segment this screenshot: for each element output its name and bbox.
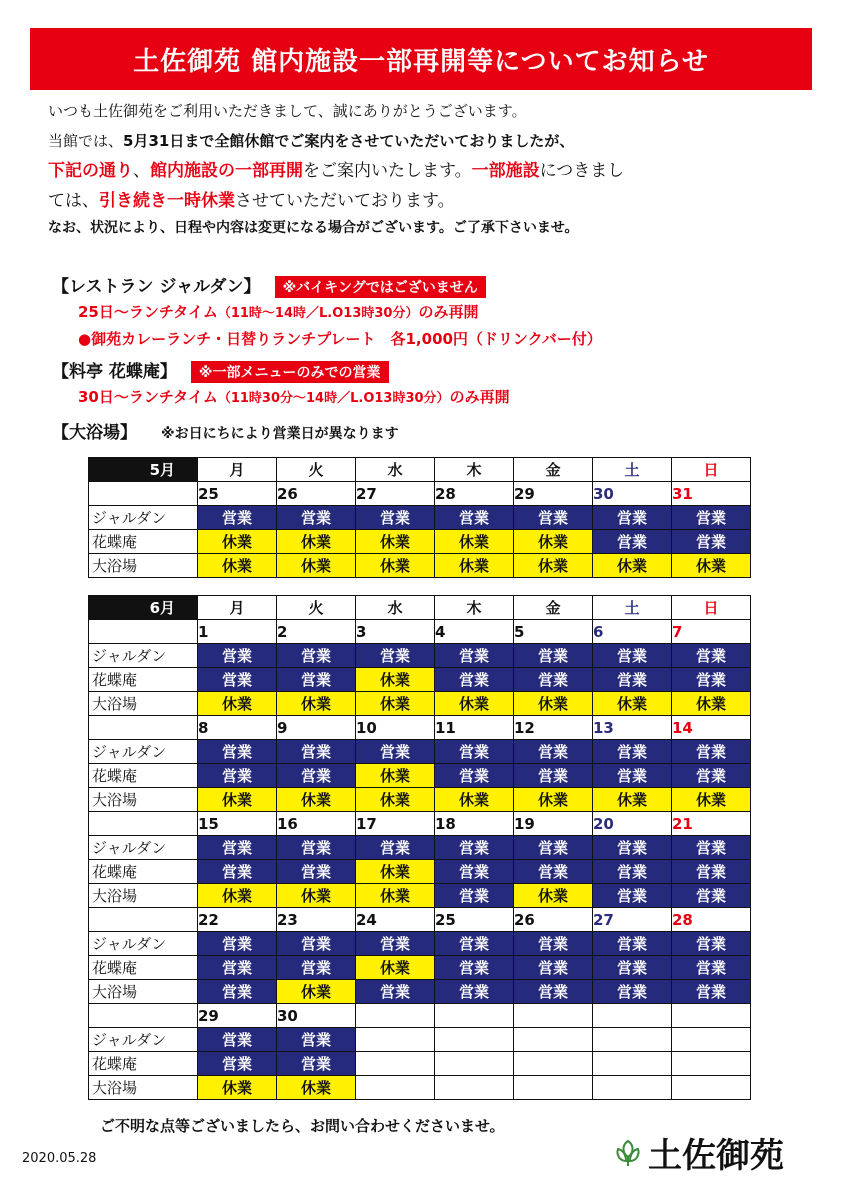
date-cell: 24 (356, 908, 435, 932)
status-closed: 休業 (514, 692, 593, 716)
status-open: 営業 (514, 668, 593, 692)
date-cell: 21 (672, 812, 751, 836)
status-open: 営業 (514, 860, 593, 884)
contact-note: ご不明な点等ございましたら、お問い合わせくださいませ。 (100, 1117, 505, 1135)
empty-cell (514, 1028, 593, 1052)
status-open: 営業 (277, 1052, 356, 1076)
status-open: 営業 (277, 506, 356, 530)
status-open: 営業 (277, 764, 356, 788)
date-cell: 6 (593, 620, 672, 644)
status-open: 営業 (435, 980, 514, 1004)
status-open: 営業 (198, 860, 277, 884)
status-open: 営業 (593, 668, 672, 692)
weekday-header: 金 (514, 596, 593, 620)
status-open: 営業 (593, 740, 672, 764)
status-open: 営業 (435, 884, 514, 908)
date-cell: 1 (198, 620, 277, 644)
status-closed: 休業 (277, 554, 356, 578)
status-open: 営業 (593, 884, 672, 908)
status-closed: 休業 (593, 692, 672, 716)
status-closed: 休業 (198, 554, 277, 578)
intro-l4c: させていただいております。 (235, 191, 455, 211)
status-closed: 休業 (356, 788, 435, 812)
date-cell: 12 (514, 716, 593, 740)
ryotei-title: 【料亭 花蝶庵】 (52, 362, 177, 382)
date-cell (593, 1004, 672, 1028)
date-cell: 25 (198, 482, 277, 506)
status-open: 営業 (435, 668, 514, 692)
status-closed: 休業 (198, 530, 277, 554)
status-closed: 休業 (435, 530, 514, 554)
date-cell: 15 (198, 812, 277, 836)
intro-l3a: 下記の通り (48, 161, 133, 181)
bath-section (52, 418, 812, 443)
status-closed: 休業 (198, 884, 277, 908)
empty-cell (435, 1028, 514, 1052)
date-cell: 8 (198, 716, 277, 740)
facility-label: 花蝶庵 (89, 668, 198, 692)
status-open: 営業 (198, 668, 277, 692)
status-open: 営業 (435, 644, 514, 668)
facility-label: ジャルダン (89, 1028, 198, 1052)
status-closed: 休業 (277, 884, 356, 908)
status-open: 営業 (356, 644, 435, 668)
status-open: 営業 (514, 506, 593, 530)
status-open: 営業 (672, 668, 751, 692)
date-row (89, 620, 751, 644)
status-open: 営業 (593, 836, 672, 860)
date-cell: 5 (514, 620, 593, 644)
calendar-header-row (89, 596, 751, 620)
ryotei-heading (52, 357, 812, 383)
month-label: 5月 (89, 458, 198, 482)
status-open: 営業 (277, 860, 356, 884)
date-cell: 26 (514, 908, 593, 932)
intro-line-2 (48, 126, 808, 156)
status-closed: 休業 (672, 554, 751, 578)
status-open: 営業 (672, 956, 751, 980)
facility-label: 大浴場 (89, 788, 198, 812)
restaurant-section (52, 272, 812, 349)
facility-row (89, 788, 751, 812)
weekday-header: 日 (672, 458, 751, 482)
restaurant-menu: ●御苑カレーランチ・日替りランチプレート 各1,000円（ドリンクバー付） (78, 330, 602, 348)
status-closed: 休業 (277, 980, 356, 1004)
page-title-banner: 土佐御苑 館内施設一部再開等についてお知らせ (30, 28, 812, 90)
status-open: 営業 (198, 764, 277, 788)
status-open: 営業 (672, 836, 751, 860)
facility-row (89, 764, 751, 788)
facility-row (89, 1076, 751, 1100)
status-closed: 休業 (435, 692, 514, 716)
facility-row (89, 644, 751, 668)
intro-line-4 (48, 186, 808, 216)
status-closed: 休業 (672, 692, 751, 716)
date-cell: 23 (277, 908, 356, 932)
month-label: 6月 (89, 596, 198, 620)
intro-line-2b: 5月31日まで全館休館でご案内をさせていただいておりましたが、 (123, 132, 575, 150)
status-open: 営業 (672, 764, 751, 788)
date-row-blank (89, 716, 198, 740)
status-closed: 休業 (356, 884, 435, 908)
status-open: 営業 (672, 932, 751, 956)
date-cell: 27 (593, 908, 672, 932)
status-closed: 休業 (356, 530, 435, 554)
date-cell: 10 (356, 716, 435, 740)
restaurant-hours-a: 25日～ランチタイム (78, 303, 218, 321)
date-cell: 29 (198, 1004, 277, 1028)
logo-text: 土佐御苑 (648, 1136, 784, 1176)
status-closed: 休業 (514, 530, 593, 554)
date-row (89, 482, 751, 506)
status-closed: 休業 (514, 788, 593, 812)
status-open: 営業 (277, 956, 356, 980)
facility-label: ジャルダン (89, 740, 198, 764)
facility-label: 大浴場 (89, 1076, 198, 1100)
status-open: 営業 (356, 980, 435, 1004)
status-open: 営業 (198, 956, 277, 980)
facility-row (89, 740, 751, 764)
date-cell: 16 (277, 812, 356, 836)
status-open: 営業 (198, 506, 277, 530)
status-open: 営業 (593, 980, 672, 1004)
status-open: 営業 (435, 836, 514, 860)
facility-row (89, 668, 751, 692)
status-closed: 休業 (356, 860, 435, 884)
facility-row (89, 692, 751, 716)
restaurant-hours (78, 301, 812, 322)
status-closed: 休業 (514, 554, 593, 578)
bath-note: ※お日にちにより営業日が異なります (161, 426, 399, 442)
date-row (89, 812, 751, 836)
status-open: 営業 (435, 506, 514, 530)
date-cell (435, 1004, 514, 1028)
status-open: 営業 (672, 884, 751, 908)
restaurant-tag: ※バイキングではございません (275, 276, 486, 298)
date-row (89, 1004, 751, 1028)
restaurant-hours-b: （11時～14時／L.O13時30分） (217, 306, 419, 321)
facility-label: ジャルダン (89, 506, 198, 530)
status-closed: 休業 (356, 668, 435, 692)
status-closed: 休業 (198, 1076, 277, 1100)
date-row-blank (89, 812, 198, 836)
empty-cell (672, 1028, 751, 1052)
status-closed: 休業 (672, 788, 751, 812)
status-open: 営業 (435, 740, 514, 764)
empty-cell (356, 1052, 435, 1076)
facility-row (89, 1052, 751, 1076)
date-cell: 14 (672, 716, 751, 740)
facility-row (89, 980, 751, 1004)
date-row-blank (89, 908, 198, 932)
facility-row (89, 884, 751, 908)
intro-text (48, 96, 808, 240)
status-closed: 休業 (356, 956, 435, 980)
status-closed: 休業 (277, 1076, 356, 1100)
empty-cell (593, 1028, 672, 1052)
logo (612, 1128, 784, 1177)
restaurant-heading (52, 272, 812, 298)
empty-cell (514, 1052, 593, 1076)
status-open: 営業 (277, 668, 356, 692)
date-row (89, 716, 751, 740)
date-cell (672, 1004, 751, 1028)
facility-label: ジャルダン (89, 836, 198, 860)
facility-label: 花蝶庵 (89, 530, 198, 554)
empty-cell (593, 1076, 672, 1100)
weekday-header: 水 (356, 458, 435, 482)
date-cell (356, 1004, 435, 1028)
weekday-header: 土 (593, 458, 672, 482)
facility-label: 花蝶庵 (89, 860, 198, 884)
status-open: 営業 (198, 644, 277, 668)
weekday-header: 日 (672, 596, 751, 620)
empty-cell (672, 1076, 751, 1100)
status-open: 営業 (198, 1028, 277, 1052)
status-open: 営業 (593, 860, 672, 884)
ryotei-hours (78, 386, 812, 407)
facility-label: 大浴場 (89, 884, 198, 908)
status-open: 営業 (435, 860, 514, 884)
facility-label: 花蝶庵 (89, 1052, 198, 1076)
status-closed: 休業 (593, 554, 672, 578)
date-cell: 2 (277, 620, 356, 644)
facility-label: ジャルダン (89, 644, 198, 668)
intro-line-5: なお、状況により、日程や内容は変更になる場合がございます。ご了承下さいませ。 (48, 220, 579, 236)
facility-label: ジャルダン (89, 932, 198, 956)
date-cell: 28 (672, 908, 751, 932)
status-open: 営業 (593, 644, 672, 668)
status-open: 営業 (593, 932, 672, 956)
intro-l3c: 館内施設の一部再開 (150, 161, 303, 181)
date-cell: 31 (672, 482, 751, 506)
intro-l4b: 引き続き一時休業 (99, 191, 235, 211)
weekday-header: 月 (198, 596, 277, 620)
date-cell: 22 (198, 908, 277, 932)
calendar-header-row (89, 458, 751, 482)
date-cell: 3 (356, 620, 435, 644)
leaf-logo-icon (612, 1137, 644, 1169)
status-closed: 休業 (356, 554, 435, 578)
date-cell: 30 (277, 1004, 356, 1028)
issue-date: 2020.05.28 (22, 1151, 97, 1166)
intro-line-3 (48, 156, 808, 186)
status-open: 営業 (672, 644, 751, 668)
facility-label: 大浴場 (89, 980, 198, 1004)
bath-title: 【大浴場】 (52, 423, 137, 443)
date-cell: 18 (435, 812, 514, 836)
status-open: 営業 (593, 530, 672, 554)
status-open: 営業 (356, 836, 435, 860)
status-closed: 休業 (435, 788, 514, 812)
ryotei-tag: ※一部メニューのみでの営業 (191, 361, 389, 383)
status-open: 営業 (435, 764, 514, 788)
status-closed: 休業 (277, 788, 356, 812)
status-open: 営業 (198, 932, 277, 956)
status-open: 営業 (277, 836, 356, 860)
date-cell: 30 (593, 482, 672, 506)
june-calendar (88, 595, 751, 1100)
facility-row (89, 836, 751, 860)
status-open: 営業 (277, 932, 356, 956)
status-open: 営業 (514, 740, 593, 764)
date-cell: 13 (593, 716, 672, 740)
status-open: 営業 (356, 932, 435, 956)
weekday-header: 木 (435, 458, 514, 482)
date-cell: 29 (514, 482, 593, 506)
may-calendar (88, 457, 751, 578)
status-closed: 休業 (514, 884, 593, 908)
ryotei-hours-c: のみ再開 (449, 388, 510, 406)
status-open: 営業 (198, 740, 277, 764)
date-cell: 28 (435, 482, 514, 506)
status-open: 営業 (198, 836, 277, 860)
weekday-header: 火 (277, 596, 356, 620)
facility-label: 花蝶庵 (89, 764, 198, 788)
date-row (89, 908, 751, 932)
date-row-blank (89, 482, 198, 506)
restaurant-title: 【レストラン ジャルダン】 (52, 277, 261, 297)
empty-cell (356, 1076, 435, 1100)
status-open: 営業 (198, 980, 277, 1004)
status-open: 営業 (514, 980, 593, 1004)
intro-l4a: ては、 (48, 191, 99, 211)
status-open: 営業 (435, 932, 514, 956)
facility-label: 大浴場 (89, 692, 198, 716)
facility-row (89, 554, 751, 578)
date-cell: 25 (435, 908, 514, 932)
status-open: 営業 (672, 530, 751, 554)
status-open: 営業 (198, 1052, 277, 1076)
restaurant-hours-c: のみ再開 (418, 303, 479, 321)
status-open: 営業 (593, 956, 672, 980)
weekday-header: 水 (356, 596, 435, 620)
intro-l3b: 、 (133, 161, 150, 181)
empty-cell (593, 1052, 672, 1076)
intro-l3d: をご案内いたします。 (303, 161, 472, 181)
status-open: 営業 (435, 956, 514, 980)
status-open: 営業 (356, 506, 435, 530)
facility-row (89, 956, 751, 980)
ryotei-section (52, 357, 812, 407)
empty-cell (514, 1076, 593, 1100)
status-closed: 休業 (277, 692, 356, 716)
status-open: 営業 (277, 644, 356, 668)
status-closed: 休業 (435, 554, 514, 578)
status-open: 営業 (672, 740, 751, 764)
status-open: 営業 (514, 956, 593, 980)
facility-label: 花蝶庵 (89, 956, 198, 980)
intro-line-2a: 当館では、 (48, 132, 124, 150)
facility-row (89, 506, 751, 530)
date-cell: 27 (356, 482, 435, 506)
empty-cell (356, 1028, 435, 1052)
date-cell: 7 (672, 620, 751, 644)
weekday-header: 金 (514, 458, 593, 482)
date-cell: 9 (277, 716, 356, 740)
date-cell (514, 1004, 593, 1028)
status-closed: 休業 (198, 788, 277, 812)
status-open: 営業 (514, 764, 593, 788)
facility-row (89, 932, 751, 956)
date-cell: 20 (593, 812, 672, 836)
intro-l3f: につきまし (539, 161, 625, 181)
facility-row (89, 1028, 751, 1052)
status-closed: 休業 (356, 764, 435, 788)
status-open: 営業 (593, 764, 672, 788)
date-row-blank (89, 1004, 198, 1028)
facility-row (89, 860, 751, 884)
empty-cell (672, 1052, 751, 1076)
date-cell: 11 (435, 716, 514, 740)
status-open: 営業 (514, 932, 593, 956)
date-cell: 19 (514, 812, 593, 836)
status-open: 営業 (514, 836, 593, 860)
status-closed: 休業 (356, 692, 435, 716)
status-open: 営業 (356, 740, 435, 764)
date-row-blank (89, 620, 198, 644)
date-cell: 17 (356, 812, 435, 836)
status-closed: 休業 (277, 530, 356, 554)
intro-line-1: いつも土佐御苑をご利用いただきまして、誠にありがとうございます。 (48, 102, 527, 120)
status-open: 営業 (672, 506, 751, 530)
ryotei-hours-b: （11時30分～14時／L.O13時30分） (217, 391, 450, 406)
weekday-header: 土 (593, 596, 672, 620)
status-closed: 休業 (593, 788, 672, 812)
facility-row (89, 530, 751, 554)
date-cell: 26 (277, 482, 356, 506)
status-open: 営業 (514, 644, 593, 668)
weekday-header: 月 (198, 458, 277, 482)
status-open: 営業 (593, 506, 672, 530)
facility-label: 大浴場 (89, 554, 198, 578)
status-open: 営業 (672, 980, 751, 1004)
weekday-header: 木 (435, 596, 514, 620)
date-cell: 4 (435, 620, 514, 644)
intro-l3e: 一部施設 (471, 161, 540, 181)
ryotei-hours-a: 30日～ランチタイム (78, 388, 218, 406)
bath-heading (52, 418, 812, 443)
empty-cell (435, 1052, 514, 1076)
weekday-header: 火 (277, 458, 356, 482)
status-open: 営業 (277, 740, 356, 764)
status-closed: 休業 (198, 692, 277, 716)
status-open: 営業 (672, 860, 751, 884)
empty-cell (435, 1076, 514, 1100)
status-open: 営業 (277, 1028, 356, 1052)
